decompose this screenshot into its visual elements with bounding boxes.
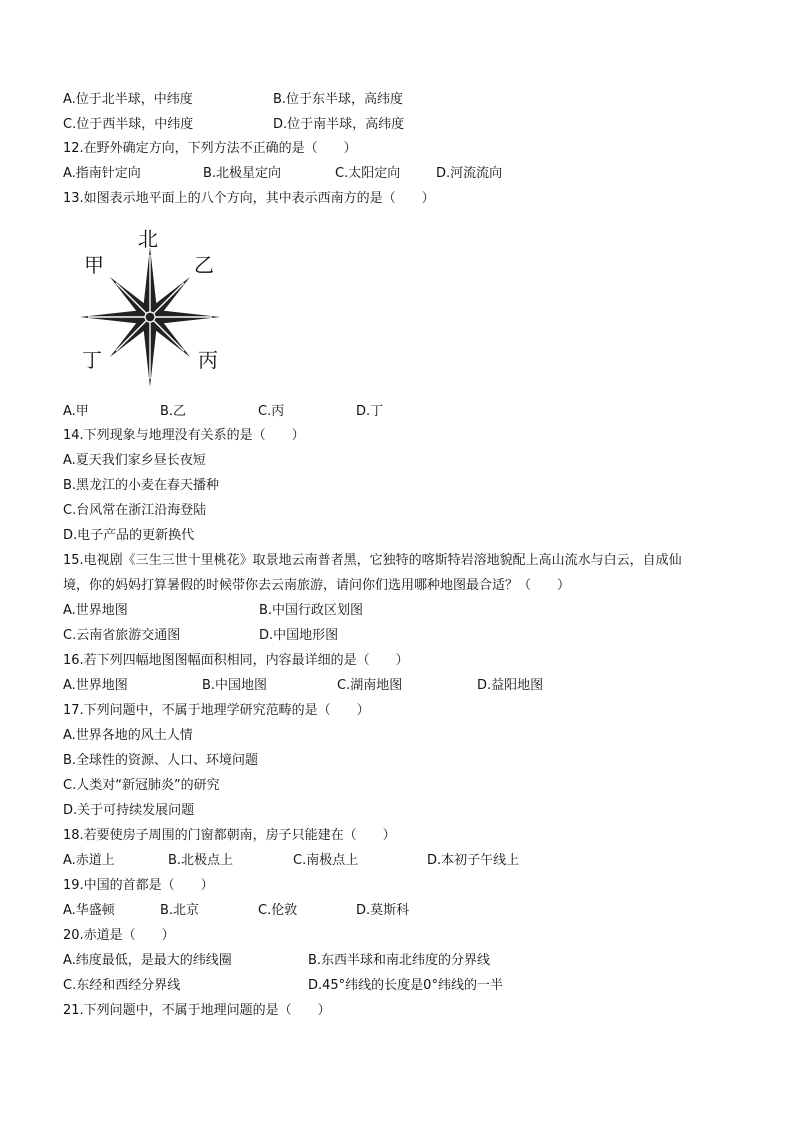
q14-option-d: D.电子产品的更新换代 [63, 528, 195, 543]
q20-option-d: D.45°纬线的长度是0°纬线的一半 [308, 978, 503, 993]
q17-option-c: C.人类对“新冠肺炎”的研究 [63, 778, 220, 793]
q19-option-b: B.北京 [160, 903, 200, 918]
q20-option-b: B.东西半球和南北纬度的分界线 [308, 953, 491, 968]
q14-stem: 14.下列现象与地理没有关系的是（ ） [63, 428, 305, 443]
q14-option-a: A.夏天我们家乡昼长夜短 [63, 453, 206, 468]
q13-option-c: C.丙 [258, 404, 285, 419]
q17-option-b: B.全球性的资源、人口、环境问题 [63, 753, 259, 768]
compass-center [145, 312, 155, 322]
q12-option-b: B.北极星定向 [203, 166, 282, 181]
q13-stem: 13.如图表示地平面上的八个方向，其中表示西南方的是（ ） [63, 191, 435, 206]
q13-option-d: D.丁 [356, 404, 384, 419]
q12-option-d: D.河流流向 [436, 166, 503, 181]
q13-option-b: B.乙 [160, 404, 187, 419]
q19-option-c: C.伦敦 [258, 903, 298, 918]
q11-option-c: C.位于西半球，中纬度 [63, 117, 194, 132]
q15-stem-line2: 境，你的妈妈打算暑假的时候带你去云南旅游，请问你们选用哪种地图最合适？（ ） [63, 578, 571, 593]
q15-option-c: C.云南省旅游交通图 [63, 628, 181, 643]
q11-option-b: B.位于东半球，高纬度 [273, 92, 404, 107]
q17-option-d: D.关于可持续发展问题 [63, 803, 195, 818]
q15-stem-line1: 15.电视剧《三生三世十里桃花》取景地云南普者黑，它独特的喀斯特岩溶地貌配上高山流水与白云，自成仙 [63, 553, 682, 568]
q15-option-a: A.世界地图 [63, 603, 128, 618]
q16-option-b: B.中国地图 [202, 678, 268, 693]
q16-stem: 16.若下列四幅地图图幅面积相同，内容最详细的是（ ） [63, 653, 409, 668]
compass-label-yi: 乙 [194, 253, 214, 277]
compass-figure [70, 222, 230, 387]
q21-stem: 21.下列问题中，不属于地理问题的是（ ） [63, 1003, 331, 1018]
compass-label-jia: 甲 [84, 253, 104, 277]
q16-option-a: A.世界地图 [63, 678, 128, 693]
compass-label-ding: 丁 [82, 348, 102, 372]
q20-option-a: A.纬度最低，是最大的纬线圈 [63, 953, 232, 968]
q18-option-c: C.南极点上 [293, 853, 359, 868]
q18-option-b: B.北极点上 [168, 853, 234, 868]
q11-option-d: D.位于南半球，高纬度 [273, 117, 405, 132]
q13-option-a: A.甲 [63, 404, 89, 419]
compass-label-north: 北 [138, 227, 158, 251]
q18-option-d: D.本初子午线上 [427, 853, 520, 868]
q14-option-b: B.黑龙江的小麦在春天播种 [63, 478, 220, 493]
q12-option-a: A.指南针定向 [63, 166, 141, 181]
q18-stem: 18.若要使房子周围的门窗都朝南，房子只能建在（ ） [63, 828, 396, 843]
q12-option-c: C.太阳定向 [335, 166, 401, 181]
q15-option-d: D.中国地形图 [259, 628, 339, 643]
q17-option-a: A.世界各地的风土人情 [63, 728, 193, 743]
q14-option-c: C.台风常在浙江沿海登陆 [63, 503, 207, 518]
q15-option-b: B.中国行政区划图 [259, 603, 364, 618]
q17-stem: 17.下列问题中，不属于地理学研究范畴的是（ ） [63, 703, 370, 718]
q11-option-a: A.位于北半球，中纬度 [63, 92, 193, 107]
q16-option-d: D.益阳地图 [477, 678, 544, 693]
q12-stem: 12.在野外确定方向，下列方法不正确的是（ ） [63, 141, 357, 156]
q19-option-a: A.华盛顿 [63, 903, 115, 918]
q18-option-a: A.赤道上 [63, 853, 115, 868]
q19-option-d: D.莫斯科 [356, 903, 410, 918]
q20-option-c: C.东经和西经分界线 [63, 978, 181, 993]
q20-stem: 20.赤道是（ ） [63, 928, 175, 943]
q19-stem: 19.中国的首都是（ ） [63, 878, 214, 893]
compass-label-bing: 丙 [198, 348, 218, 372]
q16-option-c: C.湖南地图 [337, 678, 403, 693]
